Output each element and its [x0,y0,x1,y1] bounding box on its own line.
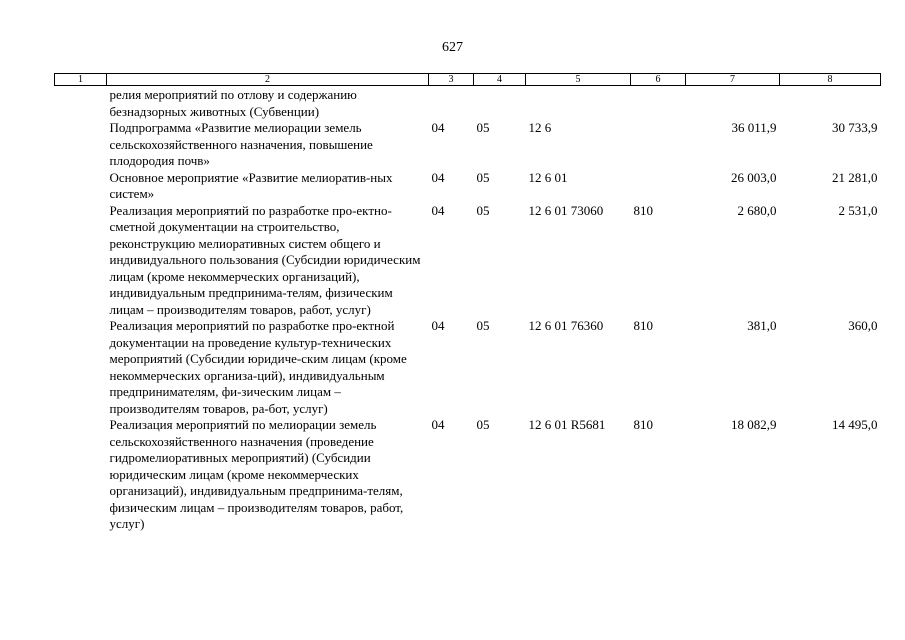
row-csr: 12 6 01 R5681 [528,417,606,432]
row-csr: 12 6 01 [528,169,568,185]
row-vr: 810 [633,318,653,333]
row-rz: 04 [431,318,445,333]
header-col-8: 8 [780,74,881,86]
row-vr: 810 [633,417,653,432]
row-csr [526,86,631,121]
row-sum-1: 381,0 [747,318,777,333]
row-sum-2: 360,0 [848,318,878,333]
row-number-cell [55,120,107,170]
row-name: Реализация мероприятий по разработке про-ектно-сметной документации на строительство, реконструкцию мелиоративных систем общего и индивидуального пользования (Субсидии юридическим лицам (кроме некоммерческих организаций), индивидуальным предпринима-телям, физическим лицам – производителям товаров, работ, услуг) [109,202,421,317]
row-pr [474,86,526,121]
header-col-5: 5 [526,74,631,86]
page-number: 627 [442,40,463,55]
row-number-cell [55,170,107,203]
header-row [55,74,881,86]
row-vr [631,170,686,203]
header-col-3: 3 [429,74,474,86]
row-name: Реализация мероприятий по разработке про-ектной документации на проведение культур-технических мероприятий (Субсидии юридиче-ским лицам (кроме некоммерческих организа-ций), индивидуальным предпринимателям, фи-зическим лицам – производителям товаров, ра-бот, услуг) [109,318,407,416]
row-name: Реализация мероприятий по мелиорации земель сельскохозяйственного назначения (проведение гидромелиоративных мероприятий) (Субсидии юридическим лицам (кроме некоммерческих организаций), индивидуальным предпринима-телям, физическим лицам – производителям товаров, работ, услуг) [109,417,404,531]
row-sum-2: 21 281,0 [832,169,878,185]
row-sum-1 [686,86,780,121]
table-row [55,417,881,533]
row-sum-1: 36 011,9 [731,120,777,135]
table-row [55,86,881,121]
row-sum-2: 14 495,0 [832,417,878,432]
row-pr: 05 [476,120,490,135]
table-row [55,318,881,417]
row-number-cell [55,318,107,417]
row-number-cell [55,86,107,121]
row-rz [429,86,474,121]
table-row [55,120,881,170]
header-col-4: 4 [474,74,526,86]
row-vr [631,120,686,170]
row-sum-2: 30 733,9 [832,120,878,135]
header-col-1: 1 [55,74,107,86]
row-rz: 04 [431,169,445,185]
table-row [55,203,881,319]
row-number-cell [55,203,107,319]
row-name: релия мероприятий по отлову и содержанию безнадзорных животных (Субвенции) [109,87,357,119]
row-csr: 12 6 [528,120,552,135]
row-sum-1: 2 680,0 [737,202,777,218]
header-col-6: 6 [631,74,686,86]
row-csr: 12 6 01 73060 [528,202,604,218]
row-vr [631,86,686,121]
row-rz: 04 [431,417,445,432]
row-number-cell [55,417,107,533]
row-pr: 05 [476,169,490,185]
row-sum-2 [780,86,881,121]
header-col-7: 7 [686,74,780,86]
row-rz: 04 [431,120,445,135]
row-sum-1: 18 082,9 [731,417,777,432]
row-name: Основное мероприятие «Развитие мелиоратив-ных систем» [109,169,393,201]
row-sum-1: 26 003,0 [731,169,777,185]
row-name: Подпрограмма «Развитие мелиорации земель сельскохозяйственного назначения, повышение плодородия почв» [109,120,373,168]
table-row [55,170,881,203]
header-col-2: 2 [107,74,429,86]
row-csr: 12 6 01 76360 [528,318,604,333]
row-rz: 04 [431,202,445,218]
row-vr: 810 [633,202,653,218]
row-pr: 05 [476,417,490,432]
row-pr: 05 [476,202,490,218]
budget-table [54,73,881,533]
row-pr: 05 [476,318,490,333]
row-sum-2: 2 531,0 [838,202,878,218]
